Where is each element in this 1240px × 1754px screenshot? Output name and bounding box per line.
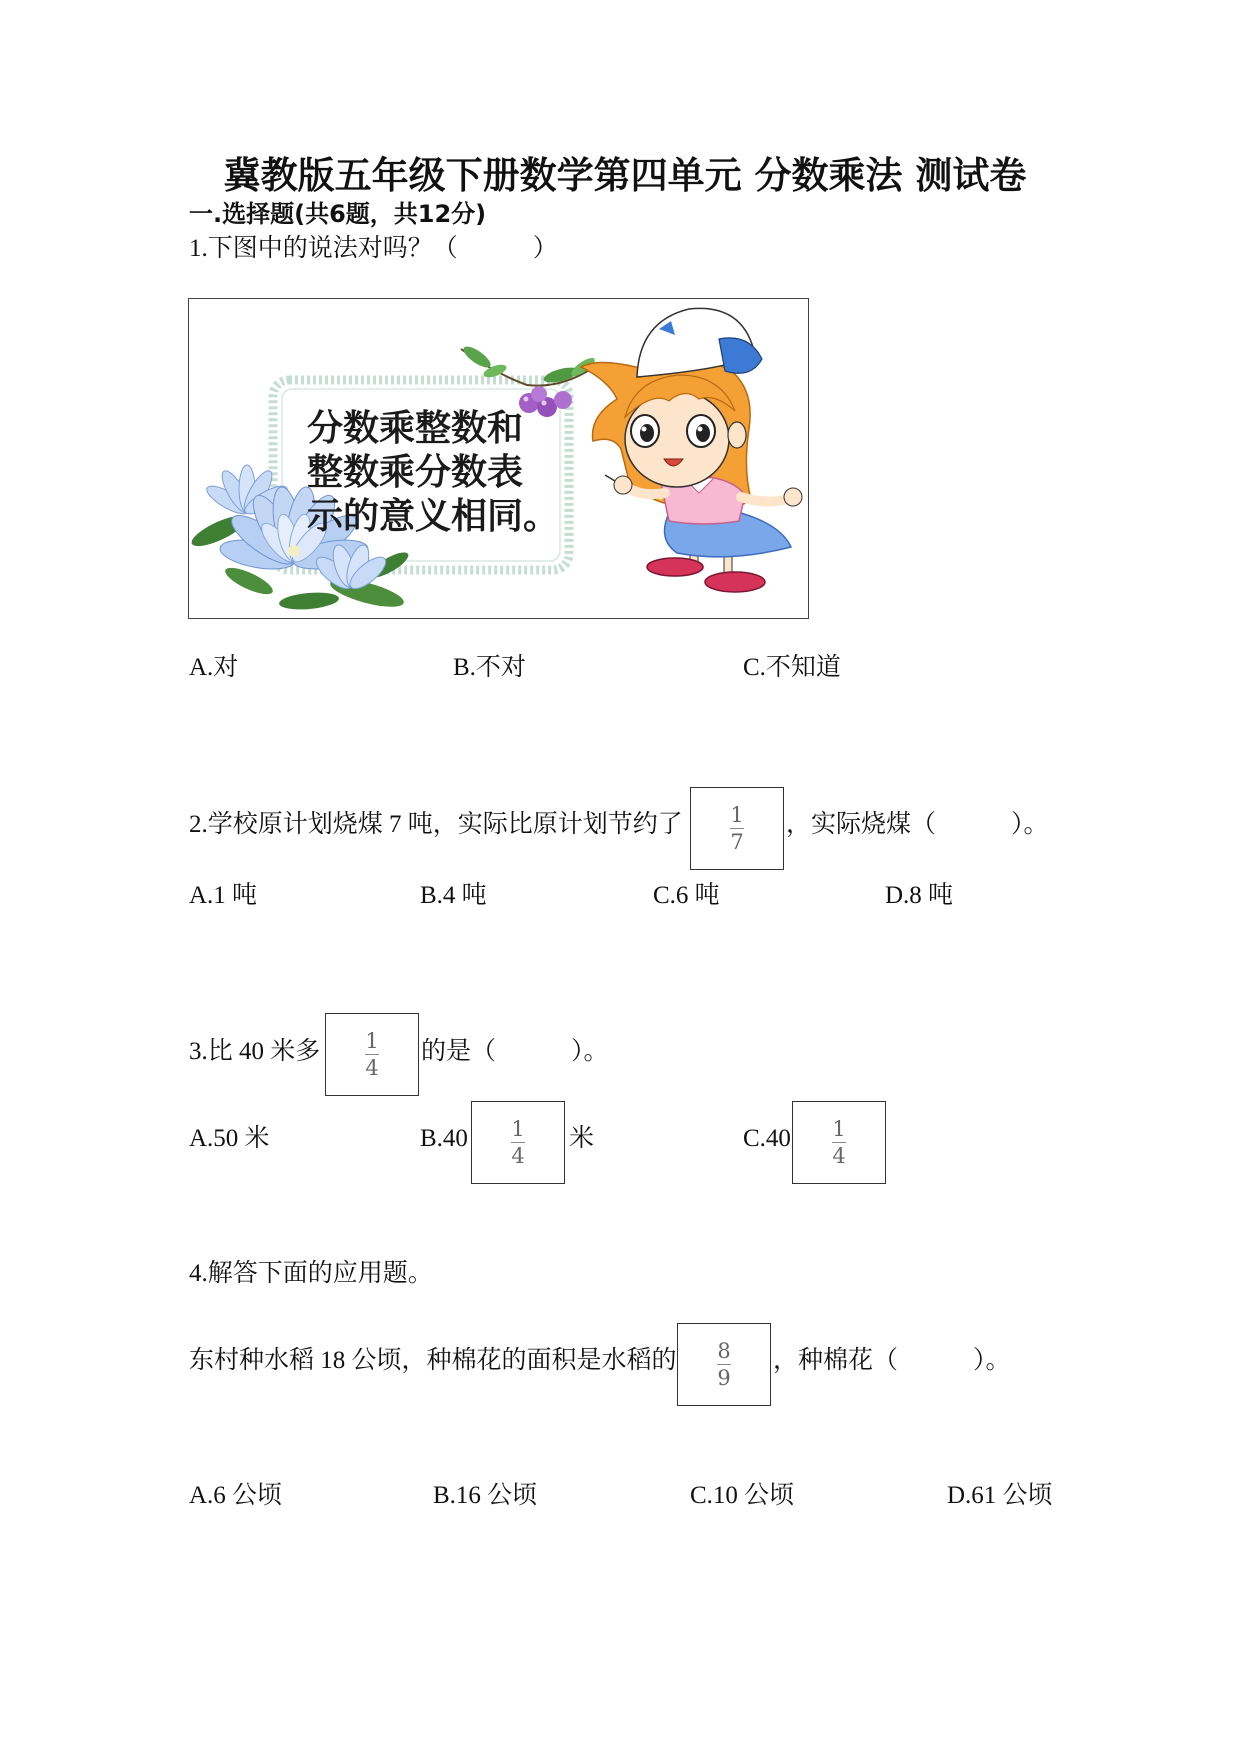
girl-shoes [647, 558, 765, 592]
girl-ear [728, 422, 746, 448]
question-3-stem: 3.比 40 米多 [189, 1038, 321, 1065]
q2-fraction [730, 804, 744, 854]
q3-fraction [365, 1030, 379, 1080]
q2-option-a: A.1 吨 [189, 882, 258, 909]
sign-line-2: 整数乘分数表 [307, 452, 524, 493]
fraction-denominator: 4 [511, 1143, 525, 1168]
question-3-stem-end: 的是（ ）。 [421, 1038, 609, 1065]
question-2-stem-end: ，实际烧煤（ ）。 [786, 811, 1049, 838]
fraction-denominator: 4 [365, 1055, 379, 1080]
fraction-bar [730, 828, 744, 829]
q3-option-b-fraction [511, 1118, 525, 1168]
q2-fraction-box [690, 787, 784, 870]
q1-option-b: B.不对 [453, 654, 526, 681]
fraction-numerator: 1 [730, 802, 744, 827]
sign-line-1: 分数乘整数和 [307, 408, 524, 449]
q3-option-b-prefix: B.40 [420, 1125, 468, 1152]
fraction-bar [365, 1054, 379, 1055]
fraction-bar [717, 1364, 731, 1365]
fraction-numerator: 8 [717, 1338, 731, 1363]
q3-option-a: A.50 米 [189, 1125, 270, 1152]
q3-option-c-prefix: C.40 [743, 1125, 791, 1152]
q3-fraction-box [325, 1013, 419, 1096]
sign-line-3: 示的意义相同。 [307, 496, 560, 537]
q4-option-a: A.6 公顷 [189, 1482, 283, 1509]
girl-cap [637, 308, 762, 377]
q2-option-c: C.6 吨 [653, 882, 720, 909]
q3-option-b-fraction-box [471, 1101, 565, 1184]
question-1-stem: 1.下图中的说法对吗？（ ） [189, 235, 558, 262]
fraction-denominator: 7 [730, 829, 744, 854]
q4-option-d: D.61 公顷 [947, 1482, 1053, 1509]
cartoon-girl [581, 308, 802, 592]
question-4-stem: 东村种水稻 18 公顷，种棉花的面积是水稻的 [189, 1347, 677, 1374]
q2-option-b: B.4 吨 [420, 882, 487, 909]
fraction-bar [832, 1142, 846, 1143]
sign-text [307, 407, 559, 539]
q3-option-c-fraction-box [792, 1101, 886, 1184]
q4-option-c: C.10 公顷 [690, 1482, 795, 1509]
question-4-heading: 4.解答下面的应用题。 [189, 1260, 433, 1287]
fraction-denominator: 9 [717, 1365, 731, 1390]
q4-option-b: B.16 公顷 [433, 1482, 538, 1509]
q1-option-c: C.不知道 [743, 654, 841, 681]
question-4-stem-end: ，种棉花（ ）。 [773, 1347, 1011, 1374]
q2-option-d: D.8 吨 [885, 882, 954, 909]
q4-fraction [717, 1340, 731, 1390]
section-heading: 一.选择题(共6题，共12分) [189, 200, 487, 228]
q3-option-c-fraction [832, 1118, 846, 1168]
fraction-bar [511, 1142, 525, 1143]
fraction-numerator: 1 [511, 1116, 525, 1141]
q4-fraction-box [677, 1323, 771, 1406]
q3-option-b-suffix: 米 [569, 1125, 595, 1152]
question-2-stem: 2.学校原计划烧煤 7 吨，实际比原计划节约了 [189, 811, 683, 838]
page-title: 冀教版五年级下册数学第四单元 分数乘法 测试卷 [223, 153, 1027, 197]
question-1-illustration [188, 298, 809, 619]
fraction-denominator: 4 [832, 1143, 846, 1168]
fraction-numerator: 1 [832, 1116, 846, 1141]
q1-option-a: A.对 [189, 654, 239, 681]
fraction-numerator: 1 [365, 1028, 379, 1053]
